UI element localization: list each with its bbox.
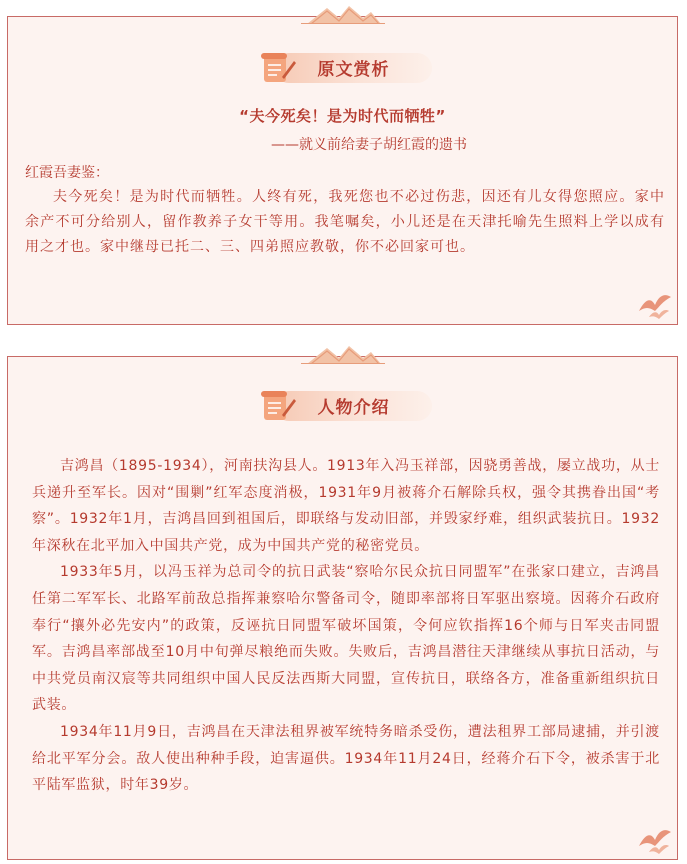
section-heading-badge	[252, 385, 434, 425]
scroll-quill-icon	[252, 47, 298, 87]
section-heading: 原文赏析	[317, 60, 390, 80]
flying-birds-icon	[635, 289, 675, 321]
letter-title: “夫今死矣！是为时代而牺牲”	[239, 107, 446, 125]
bio-paragraph: 吉鸿昌（1895-1934），河南扶沟县人。1913年入冯玉祥部，因骁勇善战，屡立战功，从士兵递升至军长。因对“围剿”红军态度消极，1931年9月被蒋介石解除兵权，强令其携眷出国“考察”。1932年1月，吉鸿昌回到祖国后，即联络与发动旧部，并毁家纾难，组织武装抗日。1932年深秋在北平加入中国共产党，成为中国共产党的秘密党员。	[32, 458, 660, 554]
scroll-quill-icon	[252, 385, 298, 425]
letter-body: 夫今死矣！是为时代而牺牲。人终有死，我死您也不必过伤悲，因还有儿女得您照应。家中余产不可分给别人，留作教养子女干等用。我笔嘱矣，小儿还是在天津托喻先生照料上学以成有用之才也。家中继母已托二、三、四弟照应教敬，你不必回家可也。	[25, 189, 665, 255]
section-heading: 人物介绍	[317, 398, 390, 418]
mountain-ornament-icon	[301, 4, 385, 24]
bio-paragraph: 1933年5月，以冯玉祥为总司令的抗日武装“察哈尔民众抗日同盟军”在张家口建立，吉鸿昌任第二军军长、北路军前敌总指挥兼察哈尔警备司令，随即率部将日军驱出察境。因蒋介石政府奉行“攘外必先安内”的政策，反诬抗日同盟军破坏国策，令何应钦指挥16个师与日军夹击同盟军。吉鸿昌率部战至10月中旬弹尽粮绝而失败。失败后，吉鸿昌潜往天津继续从事抗日活动，与中共党员南汉宸等共同组织中国人民反法西斯大同盟，宣传抗日，联络各方，准备重新组织抗日武装。	[32, 564, 660, 714]
letter-salutation: 红霞吾妻鉴：	[25, 165, 109, 181]
section-heading-badge	[252, 47, 434, 87]
bio-paragraph: 1934年11月9日，吉鸿昌在天津法租界被军统特务暗杀受伤，遭法租界工部局逮捕，并引渡给北平军分会。敌人使出种种手段，迫害逼供。1934年11月24日，经蒋介石下令，被杀害于北平陆军监狱，时年39岁。	[32, 723, 660, 794]
letter-subtitle: ——就义前给妻子胡红霞的遗书	[271, 137, 467, 153]
original-text-card	[7, 16, 678, 325]
mountain-ornament-icon	[301, 344, 385, 364]
biography-card	[7, 356, 678, 860]
flying-birds-icon	[635, 824, 675, 856]
biography-text	[32, 453, 660, 799]
